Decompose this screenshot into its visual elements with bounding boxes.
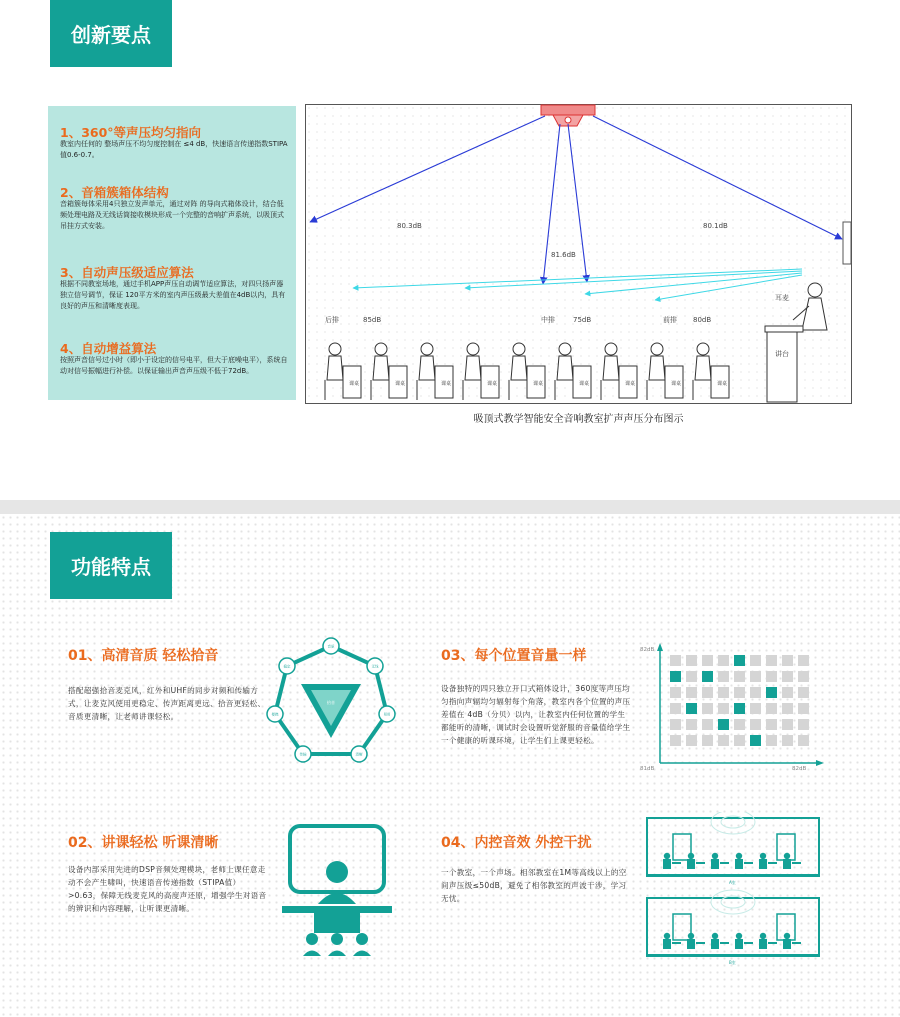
feature-04-rooms-illustration: [645, 812, 823, 970]
grid-cell-highlight: [750, 735, 761, 746]
svg-text:无线: 无线: [371, 664, 379, 669]
grid-cell-highlight: [734, 703, 745, 714]
grid-cell: [670, 655, 681, 666]
grid-cell: [686, 655, 697, 666]
desk-label: 课桌: [579, 381, 590, 387]
feature-heading-04: 04、内控音效 外控干扰: [441, 835, 592, 851]
desk-label: 课桌: [625, 381, 636, 387]
position-middle-db: 75dB: [573, 316, 592, 324]
wall-speaker-icon: [843, 222, 851, 264]
feature-heading-03: 03、每个位置音量一样: [441, 648, 587, 664]
grid-cell: [766, 735, 777, 746]
diagram-caption: 吸顶式教学智能安全音响教室扩声声压分布图示: [473, 414, 684, 425]
grid-cell: [702, 735, 713, 746]
svg-text:便携: 便携: [271, 712, 279, 717]
position-front: 前排: [663, 316, 677, 324]
grid-cell: [798, 703, 809, 714]
db-label-center: 81.6dB: [551, 251, 576, 259]
feature-01-hex-icon: [263, 636, 399, 772]
grid-cell: [782, 671, 793, 682]
feature-body-04: 一个教室，一个声场。相邻教室在1M等高线以上的空间声压级≤50dB，避免了相邻教室的声波干涉，学习无忧。: [441, 868, 627, 903]
grid-axis-bottom: 81dB: [640, 766, 655, 772]
feature-heading-02: 02、讲课轻松 听课清晰: [68, 835, 219, 851]
grid-cell: [686, 735, 697, 746]
grid-cell: [798, 655, 809, 666]
hex-node: [267, 706, 283, 722]
feature-02-classroom-icon: [282, 820, 392, 960]
point-heading-4: 4、自动增益算法: [60, 341, 157, 356]
grid-cell: [686, 671, 697, 682]
point-body-3: 根据不同教室场地，通过手机APP声压自动调节适应算法，对四只扬声器独立信号调节，保证 120平方米的室内声压级最大差值在4dB以内，具有良好的声压和清晰度表现。: [60, 280, 286, 310]
feature-body-02: 设备内部采用先进的DSP音频处理模块，老师上课任意走动不会产生啸叫，快速语音传递指数（STIPA值）>0.63，保障无线麦克风的高度声还原，增强学生对语音的辨识和内容理解，让听课更清晰。: [68, 865, 267, 913]
position-middle: 中排: [541, 316, 555, 324]
grid-cell: [782, 687, 793, 698]
grid-cell: [734, 735, 745, 746]
podium-label: 讲台: [775, 350, 789, 358]
grid-cell: [686, 687, 697, 698]
sound-pressure-diagram: [305, 104, 852, 404]
grid-cell: [750, 655, 761, 666]
feature-heading-01: 01、高清音质 轻松拾音: [68, 648, 219, 664]
grid-cell: [782, 655, 793, 666]
grid-cell: [766, 671, 777, 682]
room-illustration: [647, 812, 819, 877]
grid-cell: [750, 719, 761, 730]
svg-text:音质: 音质: [327, 644, 335, 649]
grid-cell-highlight: [686, 703, 697, 714]
grid-cell: [798, 735, 809, 746]
grid-cell-highlight: [670, 671, 681, 682]
grid-cell: [718, 687, 729, 698]
desk-label: 课桌: [395, 381, 406, 387]
point-body-2: 音箱簇每体采用4只独立发声单元，通过对阵 的导向式箱体设计，结合低频处理电路及无线话筒接收模块形成一个完整的音响扩声系统，以吸顶式吊挂方式安装。: [60, 200, 284, 230]
svg-text:清晰: 清晰: [355, 752, 363, 757]
room-illustration: [647, 890, 819, 957]
grid-cell: [782, 719, 793, 730]
position-rear: 后排: [325, 316, 339, 324]
room-label-a: A室: [729, 880, 736, 885]
grid-cell: [750, 703, 761, 714]
grid-cell-highlight: [718, 719, 729, 730]
svg-text:易用: 易用: [383, 712, 391, 717]
grid-cell: [782, 703, 793, 714]
feature-body-03: 设备独特的四只独立开口式箱体设计，360度等声压均匀指向声辐均匀辐射每个角落，教室内各个位置的声压差值在 4dB（分贝）以内，让教室内任何位置的学生都能听的清晰，调试时会设置听觉舒服的音量值给学生一个健康的听课环境，让学生们上课更轻松。: [441, 684, 631, 745]
desk-label: 课桌: [441, 381, 452, 387]
grid-cell: [766, 703, 777, 714]
hex-node: [367, 658, 383, 674]
grid-cell-highlight: [766, 687, 777, 698]
desk-label: 课桌: [349, 381, 360, 387]
grid-cell: [798, 719, 809, 730]
grid-cell: [798, 671, 809, 682]
innovation-panel: [0, 0, 900, 500]
grid-cell: [670, 735, 681, 746]
hex-node: [279, 658, 295, 674]
svg-text:传输: 传输: [299, 752, 307, 757]
grid-cell-highlight: [702, 671, 713, 682]
desk-label: 课桌: [487, 381, 498, 387]
point-heading-3: 3、自动声压级适应算法: [60, 265, 194, 280]
grid-cell: [734, 687, 745, 698]
point-heading-1: 1、360°等声压均匀指向: [60, 125, 202, 140]
hex-center-label: 拾音: [327, 700, 335, 705]
grid-cell: [718, 703, 729, 714]
mic-label: 耳麦: [775, 294, 789, 302]
grid-cell: [718, 735, 729, 746]
grid-cell: [670, 687, 681, 698]
point-heading-2: 2、音箱簇箱体结构: [60, 185, 169, 200]
grid-cell: [734, 719, 745, 730]
feature-body-01: 搭配超强拾音麦克风，红外和UHF的同步对频和传输方式，让麦克风使用更稳定、传声距离更远、拾音更轻松、音质更清晰，让老师讲课轻松。: [68, 686, 266, 721]
room-label-b: B室: [729, 960, 736, 965]
grid-cell: [766, 719, 777, 730]
grid-cell: [798, 687, 809, 698]
grid-cell: [718, 671, 729, 682]
grid-cell: [750, 687, 761, 698]
grid-cell: [702, 703, 713, 714]
section-title-innovation: 创新要点: [50, 0, 172, 67]
grid-cell: [670, 703, 681, 714]
grid-cell: [686, 719, 697, 730]
grid-cell: [702, 719, 713, 730]
grid-cell: [766, 655, 777, 666]
db-label-left: 80.3dB: [397, 222, 422, 230]
desk-label: 课桌: [717, 381, 728, 387]
grid-axis-top: 82dB: [640, 647, 655, 653]
grid-cell: [750, 671, 761, 682]
features-panel: [0, 514, 900, 1017]
position-rear-db: 85dB: [363, 316, 382, 324]
section-title-features: 功能特点: [50, 532, 172, 599]
svg-text:稳定: 稳定: [283, 664, 291, 669]
innovation-points-box: [48, 106, 296, 400]
point-body-1: 教室内任何的 整场声压不均匀度控制在 ≤4 dB，快速语言传递指数STIPA值0.6-0.7。: [60, 140, 288, 159]
hex-node: [295, 746, 311, 762]
grid-cell-highlight: [734, 655, 745, 666]
db-label-right: 80.1dB: [703, 222, 728, 230]
hex-node: [323, 638, 339, 654]
point-body-4: 按照声音信号过小时（即小于设定的信号电平，但大于底噪电平），系统自动对信号振幅进行补偿。以保证输出声音声压级不低于72dB。: [60, 356, 288, 375]
grid-cell: [718, 655, 729, 666]
hex-node: [379, 706, 395, 722]
grid-axis-right: 82dB: [792, 766, 807, 772]
desk-label: 课桌: [533, 381, 544, 387]
position-front-db: 80dB: [693, 316, 712, 324]
hex-node: [351, 746, 367, 762]
grid-cell: [782, 735, 793, 746]
grid-cell: [670, 719, 681, 730]
grid-cell: [702, 687, 713, 698]
grid-cell: [734, 671, 745, 682]
desk-label: 课桌: [671, 381, 682, 387]
grid-cell: [702, 655, 713, 666]
feature-03-grid-chart: [640, 639, 830, 774]
